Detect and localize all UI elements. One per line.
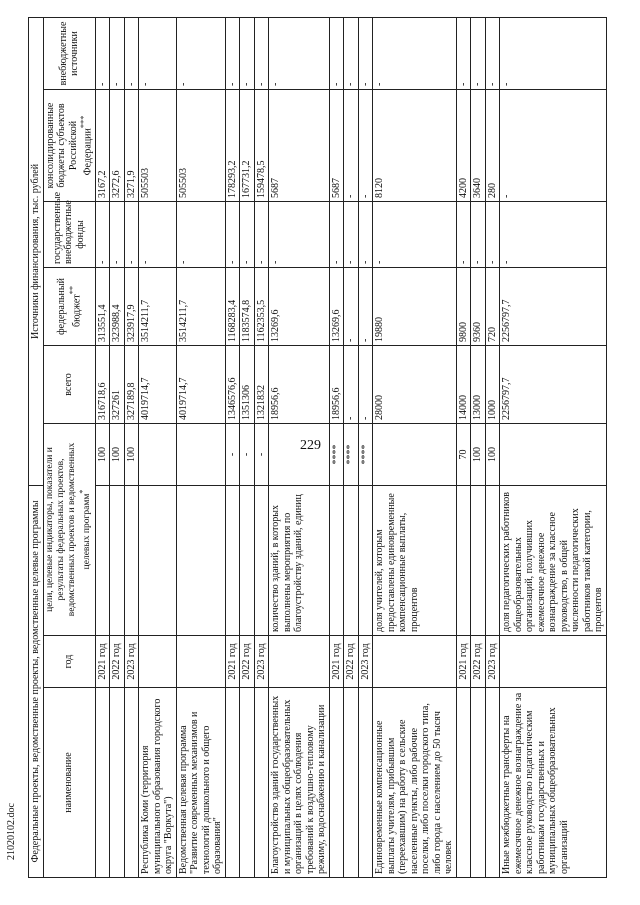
cell-cons: - bbox=[344, 89, 359, 201]
table-row bbox=[344, 17, 359, 877]
cell-fund: - bbox=[373, 201, 457, 267]
cell-off: - bbox=[240, 17, 255, 89]
cell-ind bbox=[176, 485, 225, 635]
cell-cons: 3640 bbox=[471, 89, 486, 201]
cell-year bbox=[139, 636, 177, 688]
cell-off: - bbox=[358, 17, 373, 89]
cell-total: 1000 bbox=[485, 345, 500, 423]
cell-ind bbox=[95, 485, 110, 635]
consolidated-header: консолидированные бюджеты субъектов Российской Федерации*** bbox=[43, 89, 95, 201]
cell-fed: 313551,4 bbox=[95, 267, 110, 345]
table-row bbox=[176, 17, 225, 877]
cell-fund: - bbox=[344, 201, 359, 267]
cell-cons: - bbox=[358, 89, 373, 201]
table-row bbox=[269, 17, 330, 877]
cell-year: 2021 год bbox=[95, 636, 110, 688]
cell-cons: 3271,9 bbox=[124, 89, 139, 201]
cell-val: - bbox=[240, 423, 255, 485]
cell-val bbox=[139, 423, 177, 485]
cell-ind: доля педагогических работников общеобразовательных организаций, получивших ежемесячное денежное вознаграждение за классное руководство, в общей численности педагогических работников такой категории, процентов bbox=[500, 485, 607, 635]
cell-cons: 4200 bbox=[456, 89, 471, 201]
table-row bbox=[254, 17, 269, 877]
cell-fund: - bbox=[500, 201, 607, 267]
cell-off: - bbox=[95, 17, 110, 89]
federal-header: федеральный бюджет** bbox=[43, 267, 95, 345]
cell-val: 100 bbox=[110, 423, 125, 485]
programs-header: Федеральные проекты, ведомственные проекты, ведомственные целевые программы bbox=[29, 485, 44, 877]
cell-val: 100 bbox=[124, 423, 139, 485]
cell-fed: 720 bbox=[485, 267, 500, 345]
cell-total: 4019714,7 bbox=[176, 345, 225, 423]
cell-year: 2023 год bbox=[124, 636, 139, 688]
cell-name bbox=[485, 688, 500, 878]
footer-filename: 21020102.doc bbox=[6, 803, 17, 860]
cell-fund: - bbox=[471, 201, 486, 267]
cell-cons: 505503 bbox=[139, 89, 177, 201]
cell-fund: - bbox=[176, 201, 225, 267]
cell-val: 100 bbox=[95, 423, 110, 485]
cell-total: 1351306 bbox=[240, 345, 255, 423]
cell-fund: - bbox=[329, 201, 344, 267]
cell-fed: 19880 bbox=[373, 267, 457, 345]
cell-ind bbox=[225, 485, 240, 635]
table-row bbox=[373, 17, 457, 877]
table-row bbox=[225, 17, 240, 877]
cell-fund: - bbox=[240, 201, 255, 267]
cell-fed: 9360 bbox=[471, 267, 486, 345]
cell-off: - bbox=[176, 17, 225, 89]
cell-ind bbox=[344, 485, 359, 635]
cell-name bbox=[344, 688, 359, 878]
cell-fed: 323988,4 bbox=[110, 267, 125, 345]
table-row bbox=[358, 17, 373, 877]
cell-year: 2022 год bbox=[110, 636, 125, 688]
cell-off: - bbox=[139, 17, 177, 89]
cell-cons: 3272,6 bbox=[110, 89, 125, 201]
cell-ind bbox=[254, 485, 269, 635]
cell-name bbox=[358, 688, 373, 878]
cell-val: **** bbox=[358, 423, 373, 485]
cell-ind bbox=[471, 485, 486, 635]
cell-year: 2022 год bbox=[240, 636, 255, 688]
cell-off: - bbox=[225, 17, 240, 89]
cell-fund: - bbox=[254, 201, 269, 267]
financing-table bbox=[28, 17, 607, 878]
cell-ind bbox=[485, 485, 500, 635]
total-header: всего bbox=[43, 345, 95, 423]
table-row bbox=[500, 17, 607, 877]
cell-ind: количество зданий, в которых выполнены мероприятия по благоустройству зданий, единиц bbox=[269, 485, 330, 635]
cell-off: - bbox=[373, 17, 457, 89]
cell-cons: 505503 bbox=[176, 89, 225, 201]
cell-off: - bbox=[329, 17, 344, 89]
cell-total: - bbox=[358, 345, 373, 423]
cell-val: **** bbox=[344, 423, 359, 485]
cell-cons: 280 bbox=[485, 89, 500, 201]
cell-fed: 13269,6 bbox=[329, 267, 344, 345]
cell-total: 18956,6 bbox=[329, 345, 344, 423]
cell-total: 13000 bbox=[471, 345, 486, 423]
cell-cons: 178293,2 bbox=[225, 89, 240, 201]
cell-total: 316718,6 bbox=[95, 345, 110, 423]
table-row bbox=[240, 17, 255, 877]
cell-year: 2022 год bbox=[344, 636, 359, 688]
cell-val bbox=[176, 423, 225, 485]
cell-name bbox=[95, 688, 110, 878]
table-row bbox=[485, 17, 500, 877]
cell-year: 2023 год bbox=[358, 636, 373, 688]
cell-fed: 3514211,7 bbox=[139, 267, 177, 345]
sources-header: Источники финансирования, тыс. рублей bbox=[29, 17, 44, 485]
cell-name bbox=[471, 688, 486, 878]
cell-total: 18956,6 bbox=[269, 345, 330, 423]
cell-val: 70 bbox=[456, 423, 471, 485]
table-body bbox=[95, 17, 606, 877]
cell-fund: - bbox=[225, 201, 240, 267]
cell-fund: - bbox=[269, 201, 330, 267]
cell-ind: доля учителей, которым предоставлены единовременные компенсационные выплаты, процентов bbox=[373, 485, 457, 635]
table-row bbox=[471, 17, 486, 877]
cell-fund: - bbox=[456, 201, 471, 267]
cell-total: 28000 bbox=[373, 345, 457, 423]
cell-val: - bbox=[225, 423, 240, 485]
cell-total: - bbox=[344, 345, 359, 423]
cell-val: 100 bbox=[485, 423, 500, 485]
cell-fed: 2256797,7 bbox=[500, 267, 607, 345]
cell-name: Иные межбюджетные трансферты на ежемесячное денежное вознаграждение за классное руководство педагогическим работникам государственных и муниципальных общеобразовательных организаций bbox=[500, 688, 607, 878]
cell-cons: 5687 bbox=[329, 89, 344, 201]
table-row bbox=[139, 17, 177, 877]
cell-total: 4019714,7 bbox=[139, 345, 177, 423]
cell-off: - bbox=[269, 17, 330, 89]
cell-name bbox=[225, 688, 240, 878]
cell-fed: 13269,6 bbox=[269, 267, 330, 345]
cell-name bbox=[110, 688, 125, 878]
page-number: 229 bbox=[300, 438, 321, 453]
cell-off: - bbox=[124, 17, 139, 89]
cell-val: - bbox=[254, 423, 269, 485]
cell-fed: - bbox=[344, 267, 359, 345]
table-row bbox=[124, 17, 139, 877]
cell-fed: 1168283,4 bbox=[225, 267, 240, 345]
cell-fund: - bbox=[124, 201, 139, 267]
cell-name: Единовременные компенсационные выплаты учителям, прибывшим (переехавшим) на работу в сельские населенные пункты, либо рабочие поселки, либо поселки городского типа, либо города с населением до 50 тысяч человек bbox=[373, 688, 457, 878]
cell-cons: 159478,5 bbox=[254, 89, 269, 201]
indicators-header: цели, целевые индикаторы, показатели и результаты федеральных проектов, ведомственных проектов и ведомственных целевых программ* bbox=[43, 423, 95, 635]
cell-val bbox=[500, 423, 607, 485]
cell-fund: - bbox=[95, 201, 110, 267]
cell-off: - bbox=[110, 17, 125, 89]
cell-name bbox=[254, 688, 269, 878]
rotated-page bbox=[28, 18, 608, 878]
funds-header: государственные внебюджетные фонды bbox=[43, 201, 95, 267]
cell-fed: 323917,9 bbox=[124, 267, 139, 345]
cell-cons: - bbox=[500, 89, 607, 201]
cell-year bbox=[500, 636, 607, 688]
cell-year bbox=[373, 636, 457, 688]
cell-total: 1346576,6 bbox=[225, 345, 240, 423]
cell-ind bbox=[110, 485, 125, 635]
cell-total: 14000 bbox=[456, 345, 471, 423]
cell-val bbox=[373, 423, 457, 485]
cell-val: **** bbox=[329, 423, 344, 485]
offbudget-header: внебюджетные источники bbox=[43, 17, 95, 89]
cell-total: 1321832 bbox=[254, 345, 269, 423]
cell-name bbox=[329, 688, 344, 878]
table-row bbox=[456, 17, 471, 877]
cell-total: 2256797,7 bbox=[500, 345, 607, 423]
cell-fed: 9800 bbox=[456, 267, 471, 345]
cell-year: 2023 год bbox=[254, 636, 269, 688]
cell-fed: 3514211,7 bbox=[176, 267, 225, 345]
name-header: наименование bbox=[43, 688, 95, 878]
cell-off: - bbox=[500, 17, 607, 89]
cell-name bbox=[456, 688, 471, 878]
cell-year: 2023 год bbox=[485, 636, 500, 688]
cell-year: 2021 год bbox=[456, 636, 471, 688]
table-row bbox=[95, 17, 110, 877]
cell-fed: 1162353,5 bbox=[254, 267, 269, 345]
table-row bbox=[110, 17, 125, 877]
cell-off: - bbox=[254, 17, 269, 89]
cell-ind bbox=[124, 485, 139, 635]
cell-fund: - bbox=[139, 201, 177, 267]
cell-fund: - bbox=[358, 201, 373, 267]
cell-val: 100 bbox=[471, 423, 486, 485]
cell-off: - bbox=[471, 17, 486, 89]
cell-val bbox=[269, 423, 330, 485]
cell-ind bbox=[139, 485, 177, 635]
cell-cons: 5687 bbox=[269, 89, 330, 201]
cell-fed: - bbox=[358, 267, 373, 345]
cell-ind bbox=[329, 485, 344, 635]
cell-total: 327189,8 bbox=[124, 345, 139, 423]
cell-off: - bbox=[456, 17, 471, 89]
cell-off: - bbox=[344, 17, 359, 89]
cell-ind bbox=[240, 485, 255, 635]
cell-total: 327261 bbox=[110, 345, 125, 423]
year-header: год bbox=[43, 636, 95, 688]
cell-fund: - bbox=[485, 201, 500, 267]
cell-name: Благоустройство зданий государственных и муниципальных общеобразовательных организаций в целях соблюдения требований к воздушно-тепловому режиму, водоснабжению и канализации bbox=[269, 688, 330, 878]
cell-cons: 8120 bbox=[373, 89, 457, 201]
cell-name: Республика Коми (территория муниципального образования городского округа "Воркута") bbox=[139, 688, 177, 878]
cell-year bbox=[176, 636, 225, 688]
table-row bbox=[329, 17, 344, 877]
cell-off: - bbox=[485, 17, 500, 89]
cell-year bbox=[269, 636, 330, 688]
cell-year: 2021 год bbox=[329, 636, 344, 688]
cell-cons: 3167,2 bbox=[95, 89, 110, 201]
cell-ind bbox=[456, 485, 471, 635]
cell-cons: 167731,2 bbox=[240, 89, 255, 201]
cell-year: 2022 год bbox=[471, 636, 486, 688]
cell-fund: - bbox=[110, 201, 125, 267]
cell-ind bbox=[358, 485, 373, 635]
cell-name bbox=[124, 688, 139, 878]
cell-year: 2021 год bbox=[225, 636, 240, 688]
cell-fed: 1183574,8 bbox=[240, 267, 255, 345]
cell-name: Ведомственная целевая программа "Развитие современных механизмов и технологий дошкольного и общего образования" bbox=[176, 688, 225, 878]
cell-name bbox=[240, 688, 255, 878]
